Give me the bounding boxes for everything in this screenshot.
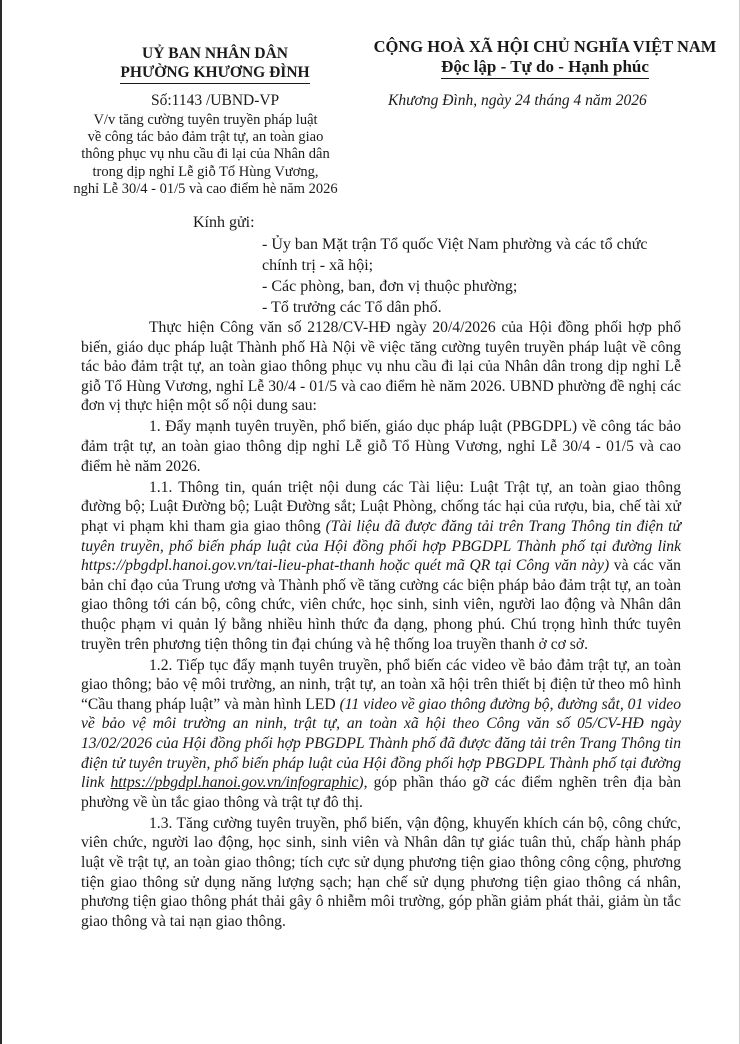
document-number: Số:1143 /UBND-VP xyxy=(151,92,280,109)
recipient-item: chính trị - xã hội; xyxy=(262,257,374,274)
section-1-1-paragraph xyxy=(81,478,681,654)
section-1-2-text-a: 1.2. Tiếp tục đẩy mạnh tuyên truyền, phổ biến các video về bảo đảm trật tự, an toàn giao thông; bảo vệ môi trường, an ninh, trật tự, an toàn xã hội trên thiết bị điện tử theo mô hình “Cầu thang pháp luật” và màn hình LED xyxy=(81,656,681,713)
section-1-1-italic-note: (Tài liệu đã được đăng tải trên Trang Thông tin điện tử tuyên truyền, phổ biến pháp luật của Hội đồng phối hợp PBGDPL Thành phố tại đường link https://pbgdpl.hanoi.gov.vn/tai-lieu-phat-thanh hoặc quét mã QR tại Công văn này) xyxy=(81,517,681,575)
recipients-list xyxy=(262,234,702,318)
recipient-item: - Các phòng, ban, đơn vị thuộc phường; xyxy=(262,278,518,295)
recipient-item: - Ủy ban Mặt trận Tổ quốc Việt Nam phường và các tổ chức xyxy=(262,236,648,253)
national-motto xyxy=(355,37,735,79)
nation-name: CỘNG HOÀ XÃ HỘI CHỦ NGHĨA VIỆT NAM xyxy=(373,37,717,56)
subject-line: V/v tăng cường tuyên truyền pháp luật xyxy=(93,112,318,128)
subject-line: về công tác bảo đảm trật tự, an toàn giao xyxy=(87,129,324,146)
subject-line: thông phục vụ nhu cầu đi lại của Nhân dân xyxy=(81,146,330,163)
subject-line: trong dịp nghỉ Lễ giỗ Tổ Hùng Vương, xyxy=(92,163,319,180)
document-body xyxy=(81,318,681,933)
authority-line-2: PHƯỜNG KHƯƠNG ĐÌNH xyxy=(120,63,309,84)
document-subject xyxy=(28,112,383,198)
motto: Độc lập - Tự do - Hạnh phúc xyxy=(441,57,649,79)
infographic-link[interactable]: https://pbgdpl.hanoi.gov.vn/infographic xyxy=(110,774,359,792)
section-1-1-text-a: 1.1. Thông tin, quán triệt nội dung các Tài liệu: Luật Trật tự, an toàn giao thông đường bộ; Luật Đường bộ; Luật Đường sắt; Luật Phòng, chống tác hại của rượu, bia, chế tài xử phạt vi phạm khi tham gia giao thông xyxy=(81,478,681,535)
issuing-authority xyxy=(90,44,340,84)
authority-line-1: UỶ BAN NHÂN DÂN xyxy=(142,45,288,62)
place-and-date: Khương Đình, ngày 24 tháng 4 năm 2026 xyxy=(388,92,647,109)
section-1-3-paragraph: 1.3. Tăng cường tuyên truyền, phổ biến, vận động, khuyến khích cán bộ, công chức, viên chức, người lao động, học sinh, sinh viên và Nhân dân tự giác tuân thủ, chấp hành pháp luật về trật tự, an toàn giao thông; tích cực sử dụng phương tiện giao thông công cộng, phương tiện giao thông sử dụng năng lượng sạch; hạn chế sử dụng phương tiện giao thông cá nhân, phương tiện giao thông phát thải gây ô nhiễm môi trường, góp phần giảm phát thải, giảm ùn tắc giao thông và tai nạn giao thông. xyxy=(81,814,681,930)
section-1-2-close-paren: ) xyxy=(358,774,364,792)
intro-paragraph: Thực hiện Công văn số 2128/CV-HĐ ngày 20/4/2026 của Hội đồng phối hợp phổ biến, giáo dục pháp luật Thành phố Hà Nội về việc tăng cường tuyên truyền pháp luật về công tác bảo đảm trật tự, an toàn giao thông phục vụ nhu cầu đi lại của Nhân dân trong dịp nghỉ Lễ giỗ Tổ Hùng Vương, nghỉ Lễ 30/4 - 01/5 và cao điểm hè năm 2026. UBND phường đề nghị các đơn vị thực hiện một số nội dung sau: xyxy=(81,319,681,415)
recipient-item: - Tổ trưởng các Tổ dân phố. xyxy=(262,299,442,316)
section-1-paragraph: 1. Đẩy mạnh tuyên truyền, phổ biến, giáo dục pháp luật (PBGDPL) về công tác bảo đảm trật tự, an toàn giao thông dịp nghỉ Lễ giỗ Tổ Hùng Vương, nghỉ Lễ 30/4 - 01/5 và cao điểm hè năm 2026. xyxy=(81,418,681,475)
section-1-1-text-b: và các văn bản chỉ đạo của Trung ương và Thành phố về tăng cường các biện pháp bảo đảm trật tự, an toàn giao thông tới cán bộ, công chức, viên chức, học sinh, sinh viên, người lao động và Nhân dân thuộc phạm vi quản lý bằng nhiều hình thức đa dạng, phong phú. Chú trọng hình thức tuyên truyền trên phương tiện thông tin đại chúng và hệ thống loa truyền thanh ở cơ sở. xyxy=(81,557,681,653)
subject-line: nghỉ Lễ 30/4 - 01/5 và cao điểm hè năm 2026 xyxy=(73,180,338,197)
section-1-2-paragraph xyxy=(81,656,681,813)
recipients-label: Kính gửi: xyxy=(193,214,255,231)
section-1-2-italic-note: (11 video về giao thông đường bộ, đường sắt, 01 video về bảo vệ môi trường an ninh, trật tự, an toàn xã hội theo Công văn số 05/CV-HĐ ngày 13/02/2026 của Hội đồng phối hợp PBGDPL Thành phố đã được đăng tải trên Trang Thông tin điện tử tuyên truyền, phổ biến pháp luật của Hội đồng phối hợp PBGDPL Thành phố tại đường link xyxy=(81,695,681,792)
section-1-2-text-b: , góp phần tháo gỡ các điểm nghẽn trên địa bàn phường về ùn tắc giao thông và trật tự đô thị. xyxy=(81,774,681,811)
